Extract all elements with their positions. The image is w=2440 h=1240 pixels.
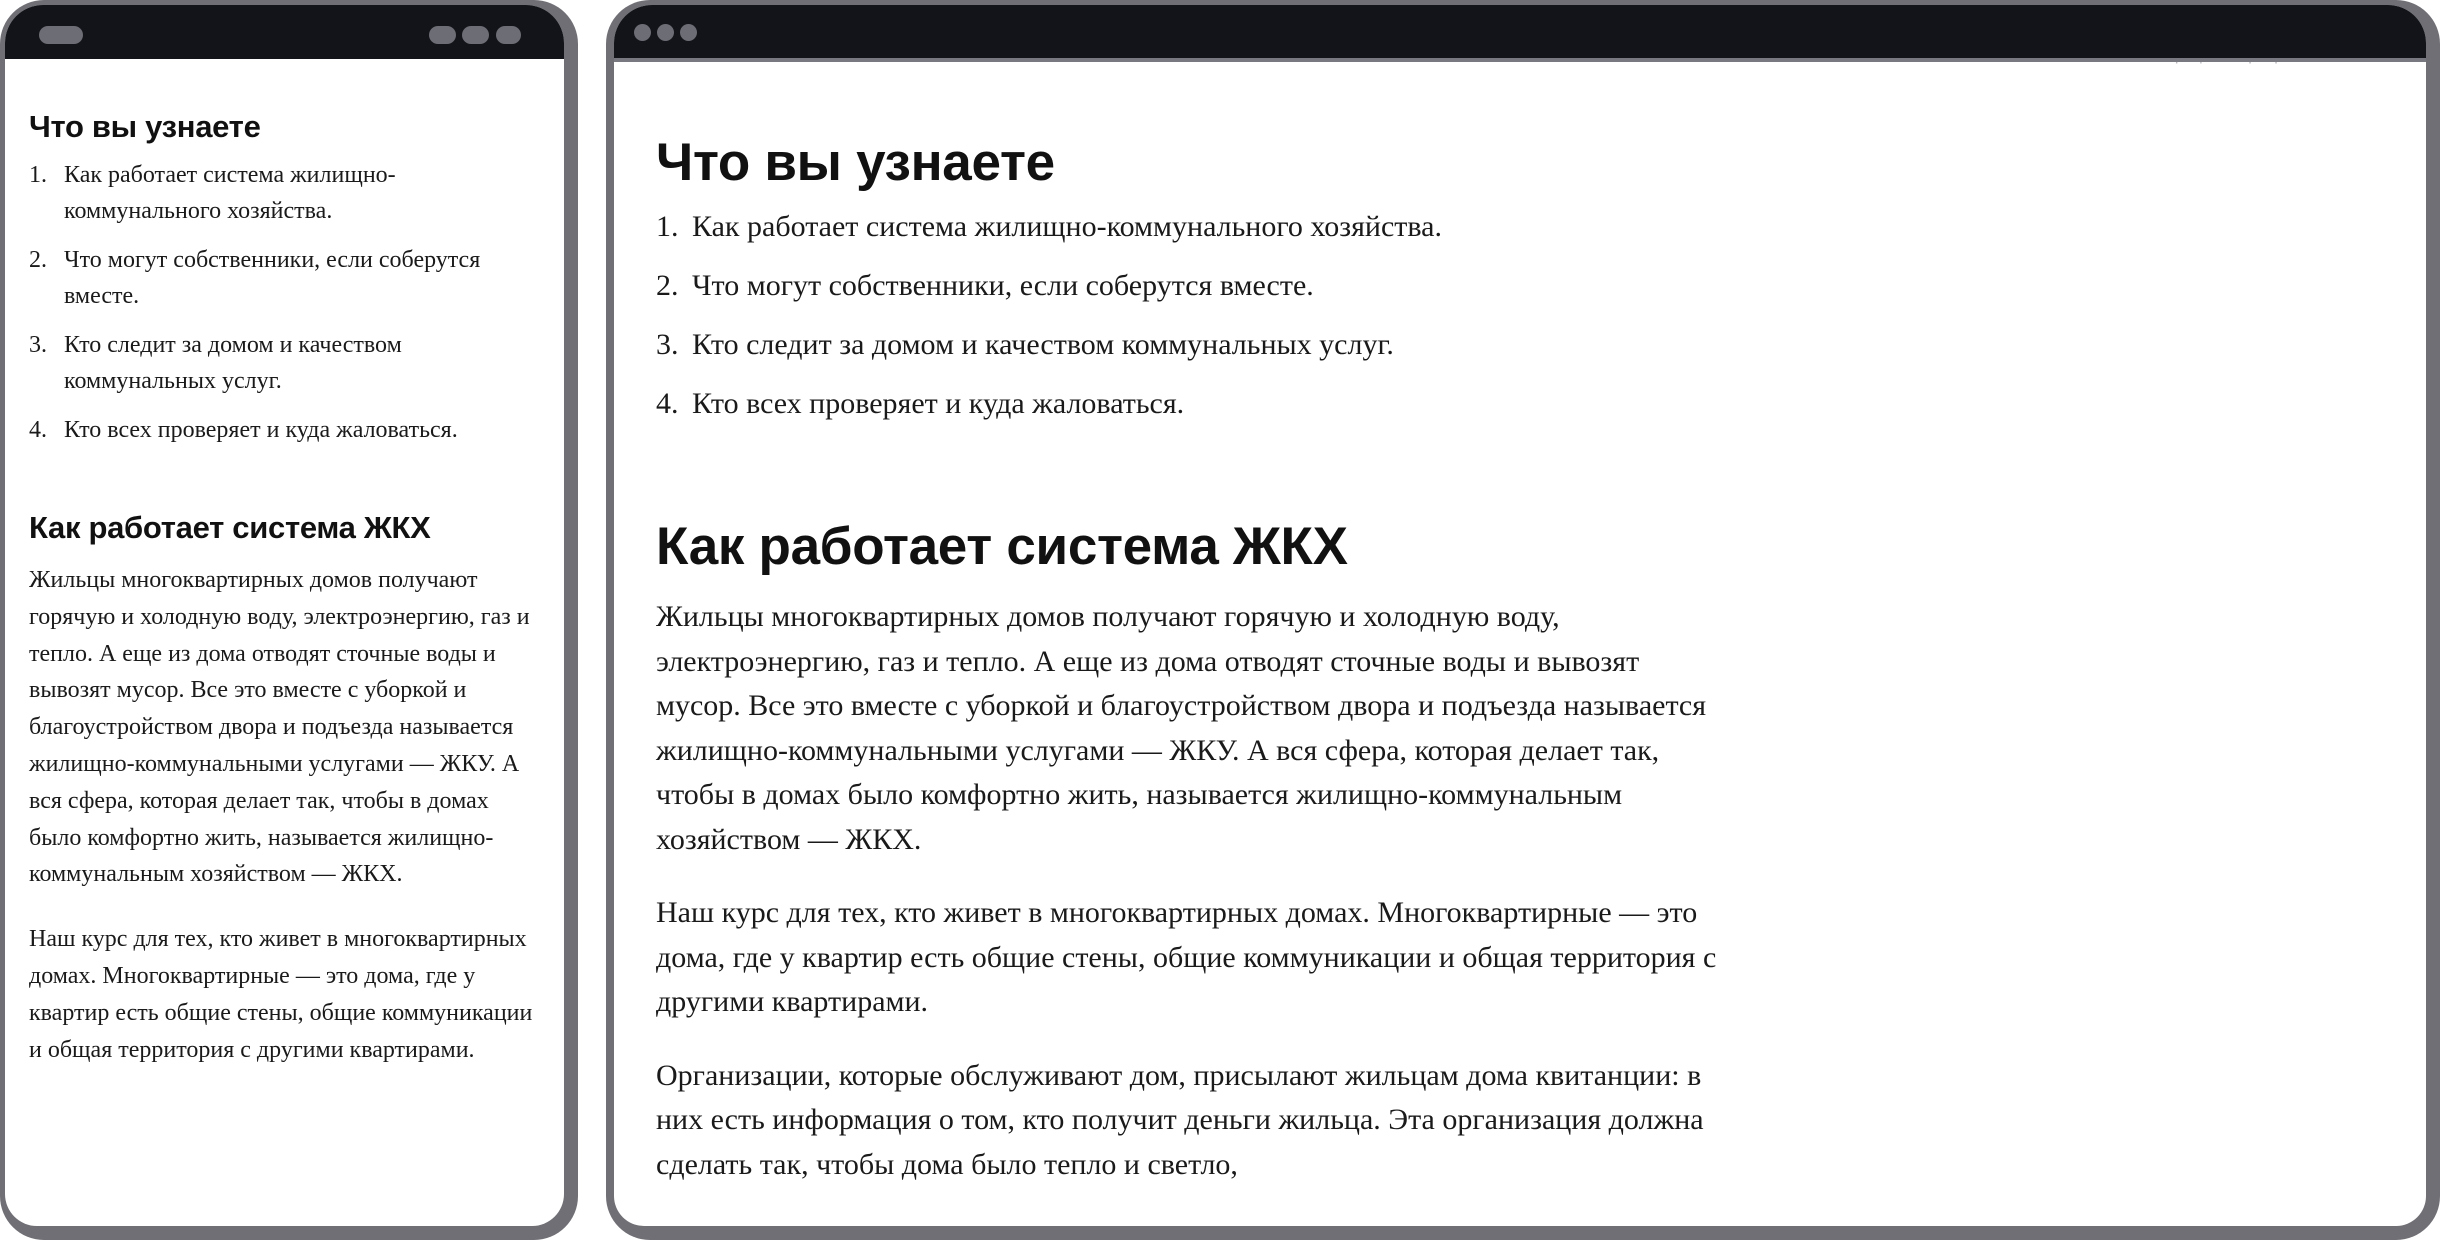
- mobile-status-icon: [429, 26, 456, 44]
- mobile-screen: [5, 5, 564, 1226]
- browser-titlebar: [614, 5, 2426, 62]
- list-item-text: Кто следит за домом и качеством коммунальных услуг.: [64, 332, 402, 394]
- list-item-text: Кто всех проверяет и куда жаловаться.: [692, 387, 1185, 420]
- article-paragraph: Жильцы многоквартирных домов получают горячую и холодную воду, электроэнергию, газ и тепло. А еще из дома отводят сточные воды и вывозят мусор. Все это вместе с уборкой и благоустройством двора и подъезда называется жилищно-коммунальными услугами — ЖКУ. А вся сфера, которая делает так, чтобы в домах было комфортно жить, называется жилищно-коммунальным хозяйством — ЖКХ.: [29, 567, 530, 888]
- list-item-number: 4.: [656, 387, 679, 420]
- list-item: [656, 264, 1776, 308]
- list-item-number: 3.: [656, 328, 679, 361]
- list-item: [656, 323, 1776, 367]
- desktop-device-frame: [606, 0, 2440, 1240]
- mobile-status-icon: [496, 26, 521, 44]
- list-item-number: 1.: [656, 210, 679, 243]
- list-item: [656, 205, 1776, 249]
- list-item-number: 3.: [29, 332, 47, 358]
- list-item: [29, 412, 549, 448]
- list-item: [29, 242, 549, 314]
- window-minimize-button[interactable]: [657, 24, 674, 41]
- list-item-number: 4.: [29, 417, 47, 443]
- list-item-number: 2.: [29, 247, 47, 273]
- learn-heading: Что вы узнаете: [656, 133, 1055, 192]
- mobile-device-frame: [0, 0, 578, 1240]
- mobile-status-bar: [5, 5, 564, 59]
- list-item-text: Как работает система жилищно-коммунального хозяйства.: [692, 210, 1442, 243]
- list-item: [29, 327, 549, 399]
- list-item-text: Кто всех проверяет и куда жаловаться.: [64, 417, 458, 443]
- learn-heading: Что вы узнаете: [29, 109, 261, 144]
- window-close-button[interactable]: [634, 24, 651, 41]
- list-item: [656, 382, 1776, 426]
- system-heading: Как работает система ЖКХ: [656, 517, 1348, 576]
- list-item-text: Как работает система жилищно-коммунального хозяйства.: [64, 162, 396, 224]
- learn-list: [656, 205, 1776, 426]
- desktop-article: [656, 127, 1776, 1216]
- article-paragraph: Жильцы многоквартирных домов получают горячую и холодную воду, электроэнергию, газ и тепло. А еще из дома отводят сточные воды и вывозят мусор. Все это вместе с уборкой и благоустройством двора и подъезда называется жилищно-коммунальными услугами — ЖКУ. А вся сфера, которая делает так, чтобы в домах было комфортно жить, называется жилищно-коммунальным хозяйством — ЖКХ.: [656, 600, 1707, 856]
- window-maximize-button[interactable]: [680, 24, 697, 41]
- list-item-number: 1.: [29, 162, 47, 188]
- article-paragraph: Наш курс для тех, кто живет в многоквартирных домах. Многоквартирные — это дома, где у квартир есть общие стены, общие коммуникации и общая территория с другими квартирами.: [656, 896, 1717, 1018]
- desktop-screen: [614, 5, 2426, 1226]
- mobile-article: [29, 105, 549, 1096]
- list-item: [29, 157, 549, 229]
- mobile-status-icon: [462, 26, 489, 44]
- mobile-notch-pill: [39, 26, 83, 44]
- list-item-number: 2.: [656, 269, 679, 302]
- list-item-text: Что могут собственники, если соберутся вместе.: [692, 269, 1314, 302]
- article-paragraph: Наш курс для тех, кто живет в многоквартирных домах. Многоквартирные — это дома, где у квартир есть общие стены, общие коммуникации и общая территория с другими квартирами.: [29, 926, 533, 1063]
- list-item-text: Что могут собственники, если соберутся вместе.: [64, 247, 481, 309]
- learn-list: [29, 157, 549, 448]
- article-paragraph: Организации, которые обслуживают дом, присылают жильцам дома квитанции: в них есть информация о том, кто получит деньги жильца. Эта организация должна сделать так, чтобы дома было тепло и светло,: [656, 1058, 1704, 1181]
- system-heading: Как работает система ЖКХ: [29, 510, 431, 545]
- list-item-text: Кто следит за домом и качеством коммунальных услуг.: [692, 328, 1394, 361]
